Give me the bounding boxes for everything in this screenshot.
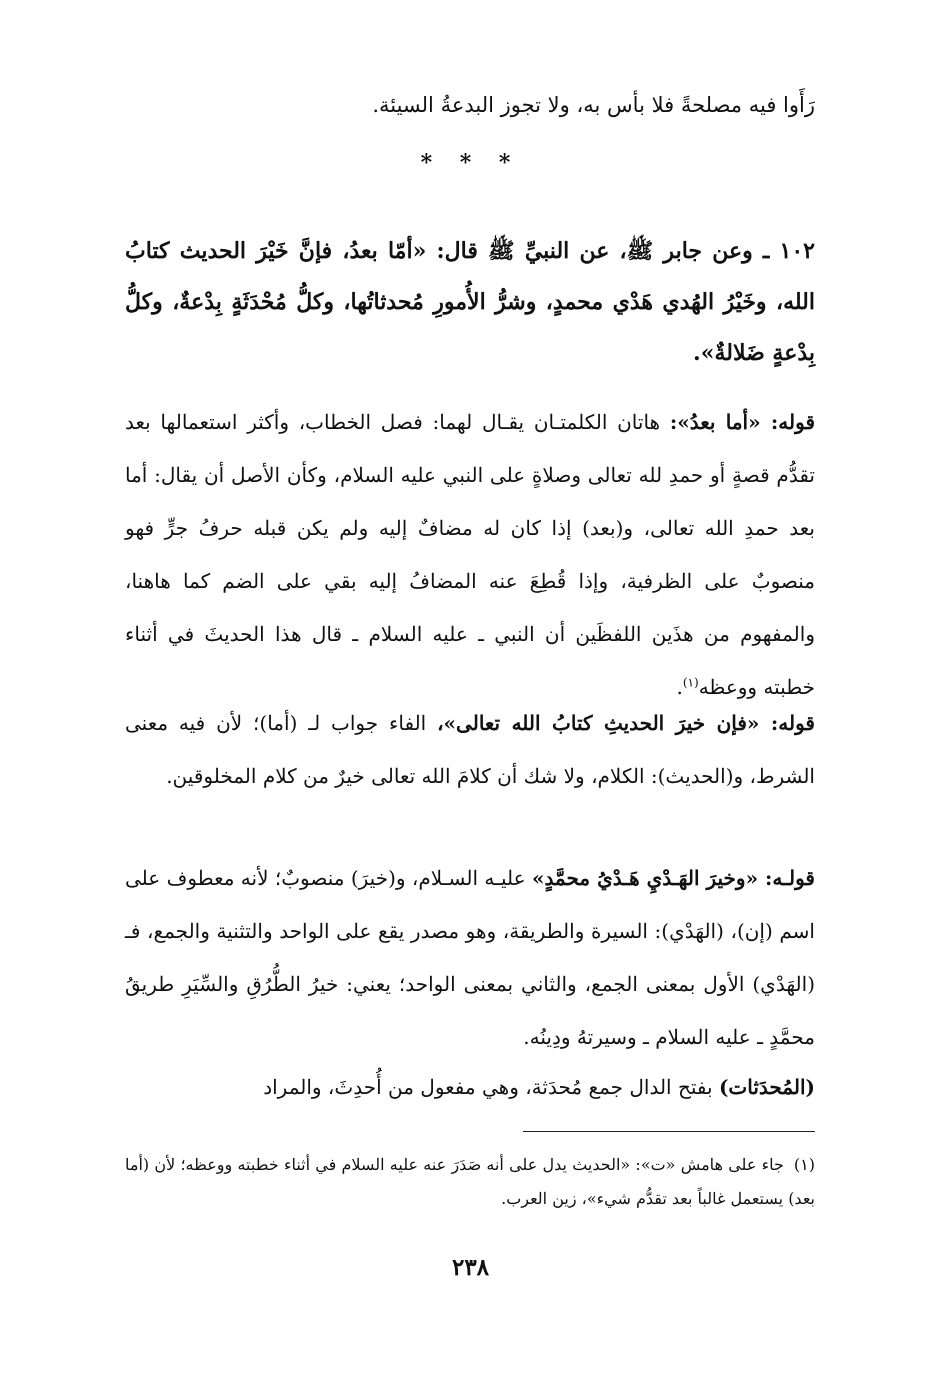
footnote-divider bbox=[523, 1131, 815, 1132]
hadith-text: ١٠٢ ـ وعن جابر ﷺ، عن النبيِّ ﷺ قال: «أمّا بعدُ، فإنَّ خَيْرَ الحديث كتابُ الله، وخَيْرُ الهُدي هَدْي محمدٍ، وشرُّ الأُمورِ مُحدثاتُها، وكلُّ مُحْدَثَةٍ بِدْعةٌ، وكلُّ بِدْعةٍ ضَلالةٌ». bbox=[125, 238, 815, 366]
commentary-lead: (المُحدَثات) bbox=[718, 1075, 815, 1099]
commentary-body: الفاء جواب لـ (أما)؛ لأن فيه معنى الشرط، و(الحديث): الكلام، ولا شك أن كلامَ الله تعالى خيرٌ من كلام المخلوقين. bbox=[125, 711, 815, 788]
page-number: ٢٣٨ bbox=[451, 1254, 490, 1281]
commentary-body: عليـه السـلام، و(خيرَ) منصوبٌ؛ لأنه معطوف على اسم (إن)، (الهَدْي): السيرة والطريقة، وهو مصدر يقع على الواحد والتثنية والجمع، فـ (الهَدْي) الأول بمعنى الجمع، والثاني بمعنى الواحد؛ يعني: خيرُ الطُّرُقِ والسِّيَرِ طريقُ محمَّدٍ ـ عليه السلام ـ وسيرتهُ ودِينُه. bbox=[125, 866, 815, 1049]
footnote-text: جاء على هامش «ت»: «الحديث يدل على أنه صَدَرَ عنه عليه السلام في أثناء خطبته ووعظه؛ لأن (أما بعد) يستعمل غالباً بعد تقدُّم شيء»، زين العرب. bbox=[125, 1155, 815, 1208]
commentary-tail: . bbox=[676, 675, 683, 699]
footnote bbox=[125, 1148, 815, 1216]
footnote-number: (١) bbox=[793, 1155, 815, 1174]
commentary-body: بفتح الدال جمع مُحدَثة، وهي مفعول من أُحدِثَ، والمراد bbox=[263, 1075, 719, 1099]
commentary-lead: قوله: «أما بعدُ»: bbox=[669, 410, 815, 434]
intro-line: رَأَوا فيه مصلحةً فلا بأس به، ولا تجوز البدعةُ السيئة. bbox=[372, 93, 815, 117]
section-separator: * * * bbox=[420, 150, 521, 176]
commentary-paragraph bbox=[125, 396, 815, 714]
commentary-body: هاتان الكلمتـان يقـال لهما: فصل الخطاب، وأكثر استعمالها بعد تقدُّم قصةٍ أو حمدِ لله تعالى وصلاةٍ على النبي عليه السلام، وكأن الأصل أن يقال: أما بعد حمدِ الله تعالى، و(بعد) إذا كان له مضافٌ إليه ولم يكن قبله حرفُ جرٍّ فهو منصوبٌ على الظرفية، وإذا قُطِعَ عنه المضافُ إليه بقي على الضم كما هاهنا، والمفهوم من هذَين اللفظَين أن النبي ـ عليه السلام ـ قال هذا الحديثَ في أثناء خطبته ووعظه bbox=[125, 410, 815, 699]
commentary-lead: قوله: «فإن خيرَ الحديثِ كتابُ الله تعالى»، bbox=[437, 711, 815, 735]
footnote-reference: (١) bbox=[682, 675, 699, 690]
commentary-paragraph bbox=[125, 852, 815, 1064]
commentary-lead: قولـه: «وخيرَ الهَـدْيِ هَـدْيُ محمَّدٍ» bbox=[531, 866, 815, 890]
commentary-paragraph bbox=[125, 697, 815, 803]
commentary-paragraph bbox=[125, 1061, 815, 1114]
